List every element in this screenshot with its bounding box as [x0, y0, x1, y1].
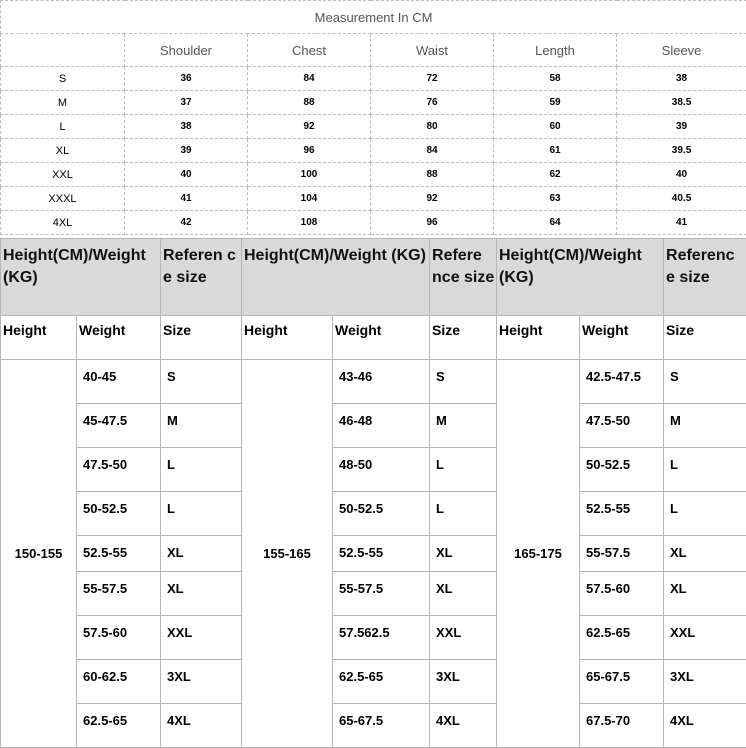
column-header-length: Length [494, 34, 617, 67]
weight-cell: 50-52.5 [77, 492, 161, 536]
weight-cell: 57.562.5 [333, 616, 430, 660]
table-cell: 88 [248, 91, 371, 115]
size-label: XL [1, 139, 125, 163]
header-reference-size: Refere nce size [430, 239, 497, 316]
table-cell: 96 [248, 139, 371, 163]
size-cell: L [664, 448, 746, 492]
size-guide-table-1 [0, 238, 242, 748]
size-cell: 4XL [161, 704, 242, 748]
table-cell: 92 [371, 187, 494, 211]
size-cell: XL [161, 536, 242, 572]
table-cell: 59 [494, 91, 617, 115]
table-cell: 36 [125, 67, 248, 91]
weight-cell: 52.5-55 [580, 492, 664, 536]
size-cell: L [161, 492, 242, 536]
weight-cell: 55-57.5 [580, 536, 664, 572]
subheader-weight: Weight [333, 316, 430, 360]
header-height-weight: Height(CM)/Weight (KG) [242, 239, 430, 316]
table-cell: 38.5 [617, 91, 746, 115]
size-cell: M [664, 404, 746, 448]
height-range: 155-165 [242, 360, 333, 748]
weight-cell: 40-45 [77, 360, 161, 404]
size-cell: M [161, 404, 242, 448]
size-cell: 3XL [430, 660, 497, 704]
weight-cell: 62.5-65 [580, 616, 664, 660]
header-height-weight: Height(CM)/Weight (KG) [497, 239, 664, 316]
subheader-weight: Weight [580, 316, 664, 360]
table-row [1, 67, 746, 91]
table-cell: 60 [494, 115, 617, 139]
measurement-header-row [1, 34, 746, 67]
column-header [1, 34, 125, 67]
table-row [1, 211, 746, 235]
table-cell: 39 [125, 139, 248, 163]
table-cell: 100 [248, 163, 371, 187]
table-cell: 84 [248, 67, 371, 91]
table-cell: 61 [494, 139, 617, 163]
size-cell: XXL [161, 616, 242, 660]
weight-cell: 43-46 [333, 360, 430, 404]
table-cell: 38 [125, 115, 248, 139]
size-label: XXL [1, 163, 125, 187]
table-row [1, 91, 746, 115]
table-row [1, 187, 746, 211]
header-height-weight: Height(CM)/Weight (KG) [1, 239, 161, 316]
weight-cell: 62.5-65 [77, 704, 161, 748]
subheader-weight: Weight [77, 316, 161, 360]
table-cell: 63 [494, 187, 617, 211]
table-cell: 62 [494, 163, 617, 187]
table-cell: 88 [371, 163, 494, 187]
size-cell: L [161, 448, 242, 492]
weight-cell: 55-57.5 [77, 572, 161, 616]
subheader-size: Size [430, 316, 497, 360]
table-cell: 64 [494, 211, 617, 235]
size-cell: 4XL [664, 704, 746, 748]
subheader-size: Size [664, 316, 746, 360]
weight-cell: 45-47.5 [77, 404, 161, 448]
measurement-table [0, 0, 746, 235]
size-label: M [1, 91, 125, 115]
size-cell: 4XL [430, 704, 497, 748]
table-cell: 96 [371, 211, 494, 235]
size-label: L [1, 115, 125, 139]
weight-cell: 46-48 [333, 404, 430, 448]
column-header-shoulder: Shoulder [125, 34, 248, 67]
weight-cell: 60-62.5 [77, 660, 161, 704]
table-cell: 39.5 [617, 139, 746, 163]
subheader-size: Size [161, 316, 242, 360]
weight-cell: 62.5-65 [333, 660, 430, 704]
weight-cell: 67.5-70 [580, 704, 664, 748]
weight-cell: 57.5-60 [77, 616, 161, 660]
table-cell: 40.5 [617, 187, 746, 211]
table-cell: 76 [371, 91, 494, 115]
table-cell: 40 [125, 163, 248, 187]
measurement-title: Measurement In CM [1, 1, 746, 34]
table-cell: 41 [125, 187, 248, 211]
table-cell: 42 [125, 211, 248, 235]
weight-cell: 42.5-47.5 [580, 360, 664, 404]
size-label: S [1, 67, 125, 91]
table-cell: 80 [371, 115, 494, 139]
height-range: 150-155 [1, 360, 77, 748]
weight-cell: 50-52.5 [580, 448, 664, 492]
size-cell: XL [430, 572, 497, 616]
size-cell: XL [430, 536, 497, 572]
size-cell: XXL [430, 616, 497, 660]
weight-cell: 52.5-55 [333, 536, 430, 572]
weight-cell: 47.5-50 [580, 404, 664, 448]
table-cell: 40 [617, 163, 746, 187]
column-header-waist: Waist [371, 34, 494, 67]
subheader-height: Height [1, 316, 77, 360]
header-reference-size: Referenc e size [664, 239, 746, 316]
weight-cell: 50-52.5 [333, 492, 430, 536]
column-header-sleeve: Sleeve [617, 34, 746, 67]
weight-cell: 65-67.5 [580, 660, 664, 704]
weight-cell: 65-67.5 [333, 704, 430, 748]
subheader-height: Height [242, 316, 333, 360]
size-cell: XXL [664, 616, 746, 660]
table-row [1, 139, 746, 163]
table-cell: 104 [248, 187, 371, 211]
size-cell: M [430, 404, 497, 448]
weight-cell: 47.5-50 [77, 448, 161, 492]
weight-cell: 55-57.5 [333, 572, 430, 616]
table-cell: 39 [617, 115, 746, 139]
size-cell: S [161, 360, 242, 404]
table-cell: 37 [125, 91, 248, 115]
size-cell: XL [664, 536, 746, 572]
size-cell: XL [161, 572, 242, 616]
size-cell: 3XL [664, 660, 746, 704]
size-cell: L [430, 448, 497, 492]
size-cell: 3XL [161, 660, 242, 704]
subheader-height: Height [497, 316, 580, 360]
column-header-chest: Chest [248, 34, 371, 67]
table-cell: 84 [371, 139, 494, 163]
weight-cell: 57.5-60 [580, 572, 664, 616]
size-guide-table-3 [496, 238, 746, 748]
table-cell: 92 [248, 115, 371, 139]
size-label: 4XL [1, 211, 125, 235]
table-cell: 58 [494, 67, 617, 91]
size-cell: S [430, 360, 497, 404]
table-row [1, 163, 746, 187]
size-cell: S [664, 360, 746, 404]
size-cell: L [664, 492, 746, 536]
size-cell: XL [664, 572, 746, 616]
size-cell: L [430, 492, 497, 536]
size-label: XXXL [1, 187, 125, 211]
table-cell: 38 [617, 67, 746, 91]
size-guide-table-2 [241, 238, 497, 748]
table-cell: 41 [617, 211, 746, 235]
table-cell: 108 [248, 211, 371, 235]
height-range: 165-175 [497, 360, 580, 748]
header-reference-size: Referen ce size [161, 239, 242, 316]
weight-cell: 52.5-55 [77, 536, 161, 572]
weight-cell: 48-50 [333, 448, 430, 492]
table-row [1, 115, 746, 139]
table-cell: 72 [371, 67, 494, 91]
